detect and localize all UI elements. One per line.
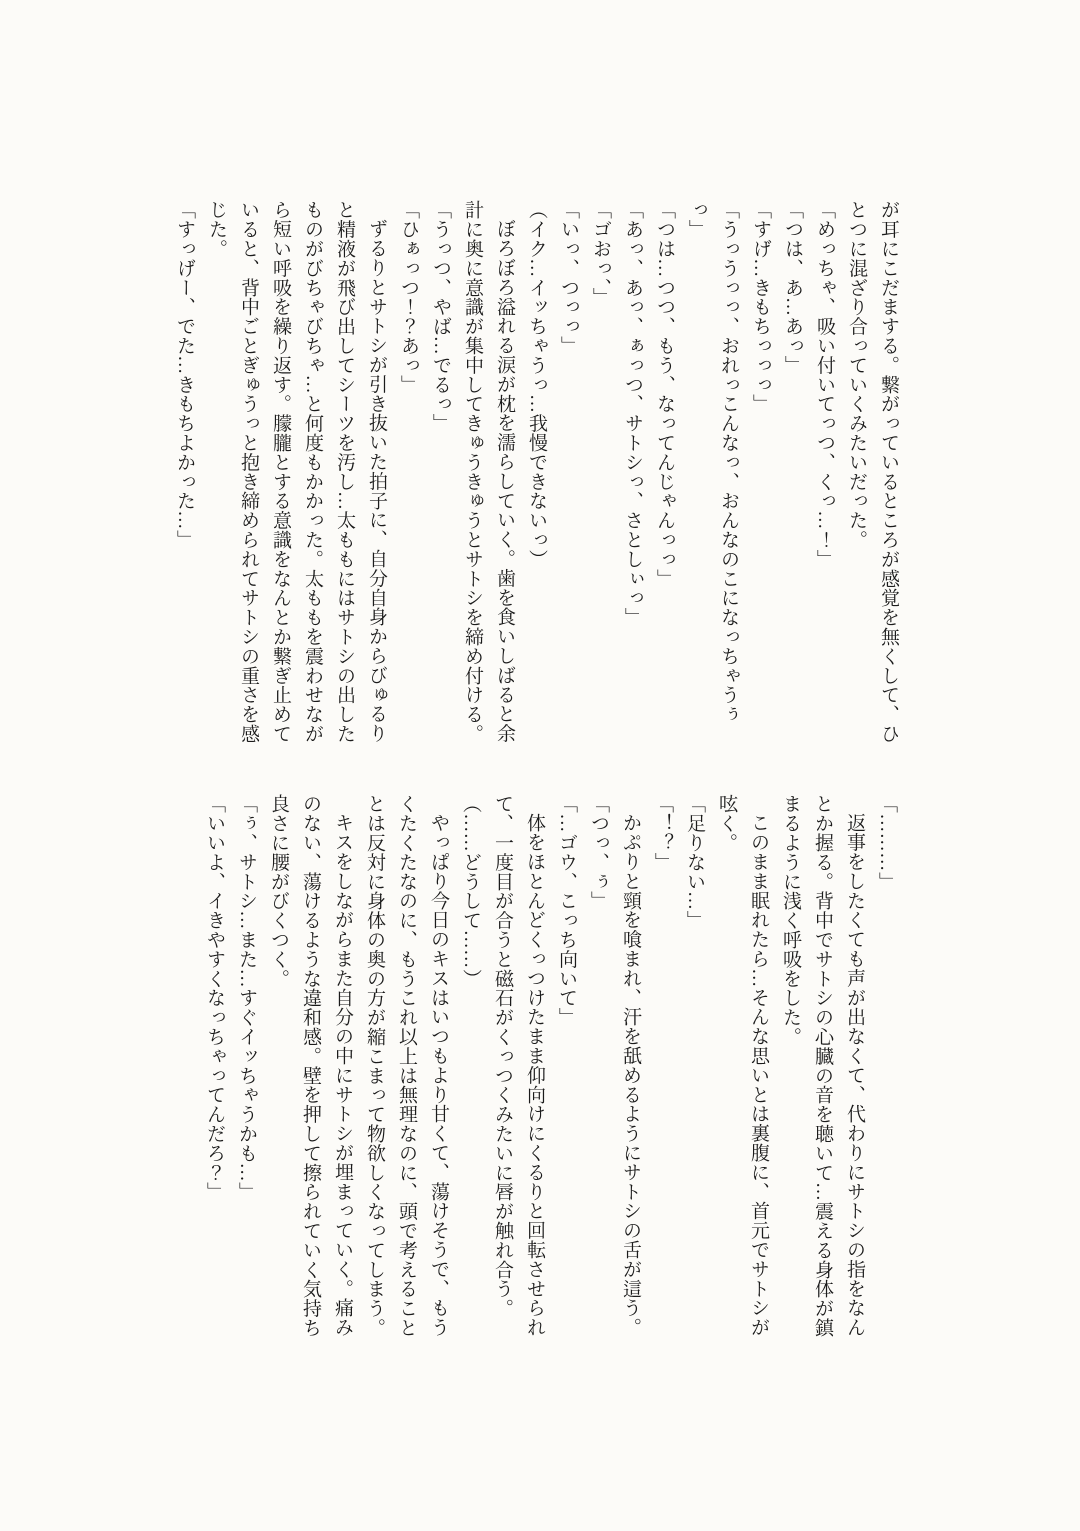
text-line: のない、蕩けるような違和感。壁を押して擦られていく気持ち [300, 794, 321, 1338]
text-line: 「足りない…」 [684, 794, 705, 930]
text-line: 「ぅ、サトシ…また…すぐイッちゃうかも…」 [236, 794, 257, 1202]
text-line: キスをしながらまた自分の中にサトシが埋まっていく。痛み [332, 813, 353, 1337]
text-line: 「！？」 [652, 794, 673, 872]
text-line: 「ひぁっつ！？あっ」 [398, 200, 419, 394]
text-line: 計に奥に意識が集中してきゅうきゅうとサトシを締め付ける。 [462, 200, 483, 744]
text-line: とか握る。背中でサトシの心臓の音を聴いて…震える身体が鎮 [812, 794, 833, 1338]
top-text-block [168, 200, 904, 752]
text-line: やっぱり今日のキスはいつもより甘くて、蕩けそうで、もう [428, 813, 449, 1337]
bottom-text-block [198, 794, 902, 1366]
text-line: まるように浅く呼吸をした。 [780, 794, 801, 1047]
text-line: 「いいよ、イきやすくなっちゃってんだろ？」 [204, 794, 225, 1202]
text-line: とは反対に身体の奥の方が縮こまって物欲しくなってしまう。 [364, 794, 385, 1338]
text-line: 「つは…つつ、もう、なってんじゃんっっ」 [654, 200, 675, 588]
text-line: 「………」 [876, 794, 897, 891]
text-line: ずるりとサトシが引き抜いた拍子に、自分自身からびゅるり [366, 219, 387, 743]
text-line: ら短い呼吸を繰り返す。朦朧とする意識をなんとか繋ぎ止めて [270, 200, 291, 744]
text-line: 「めっちゃ、吸い付いてっつ、くっ…！」 [814, 200, 835, 569]
text-line: 「つっ、ぅ」 [588, 794, 609, 911]
text-line: 「…ゴウ、こっち向いて」 [556, 794, 577, 1027]
text-line: （イク…イッちゃうっ…我慢できないっ） [526, 200, 547, 569]
text-line: このまま眠れたら…そんな思いとは裏腹に、首元でサトシが [748, 813, 769, 1337]
text-line: かぷりと頸を喰まれ、汗を舐めるようにサトシの舌が這う。 [620, 813, 641, 1337]
text-line: 「あっ、あっ、ぁっつ、サトシっ、さとしぃっ」 [622, 200, 643, 627]
text-line: 「すっげー、でた…きもちよかった…」 [174, 200, 195, 550]
text-line: 体をほとんどくっつけたまま仰向けにくるりと回転させられ [524, 813, 545, 1337]
text-line: （……どうして……） [460, 794, 481, 988]
text-line: 呟く。 [716, 794, 737, 853]
text-line: じた。 [206, 200, 227, 259]
text-line: 「すげ…きもちっっっ」 [750, 200, 771, 414]
text-line: て、一度目が合うと磁石がくっつくみたいに唇が触れ合う。 [492, 794, 513, 1318]
text-line: くたくたなのに、もうこれ以上は無理なのに、頭で考えること [396, 794, 417, 1338]
text-line: ぼろぼろ溢れる涙が枕を濡らしていく。歯を食いしばると余 [494, 219, 515, 743]
text-line: が耳にこだまする。繋がっているところが感覚を無くして、ひ [878, 200, 899, 744]
text-line: 「ゴおっ、」 [590, 200, 611, 307]
text-line: と精液が飛び出してシーツを汚し…太ももにはサトシの出した [334, 200, 355, 744]
text-line: 「うっうっっ、おれっこんなっ、おんなのこになっちゃうぅっ」 [686, 200, 739, 724]
text-line: 良さに腰がびくつく。 [268, 794, 289, 988]
text-line: 返事をしたくても声が出なくて、代わりにサトシの指をなん [844, 813, 865, 1337]
text-line: 「うっつ、やば…でるっ」 [430, 200, 451, 433]
text-line: とつに混ざり合っていくみたいだった。 [846, 200, 867, 550]
text-line: いると、背中ごとぎゅうっと抱き締められてサトシの重さを感 [238, 200, 259, 744]
text-line: 「いっ、つっっ」 [558, 200, 579, 356]
text-line: 「つは、あ…あっ」 [782, 200, 803, 375]
text-line: ものがびちゃびちゃ…と何度もかかった。太ももを震わせなが [302, 200, 323, 744]
